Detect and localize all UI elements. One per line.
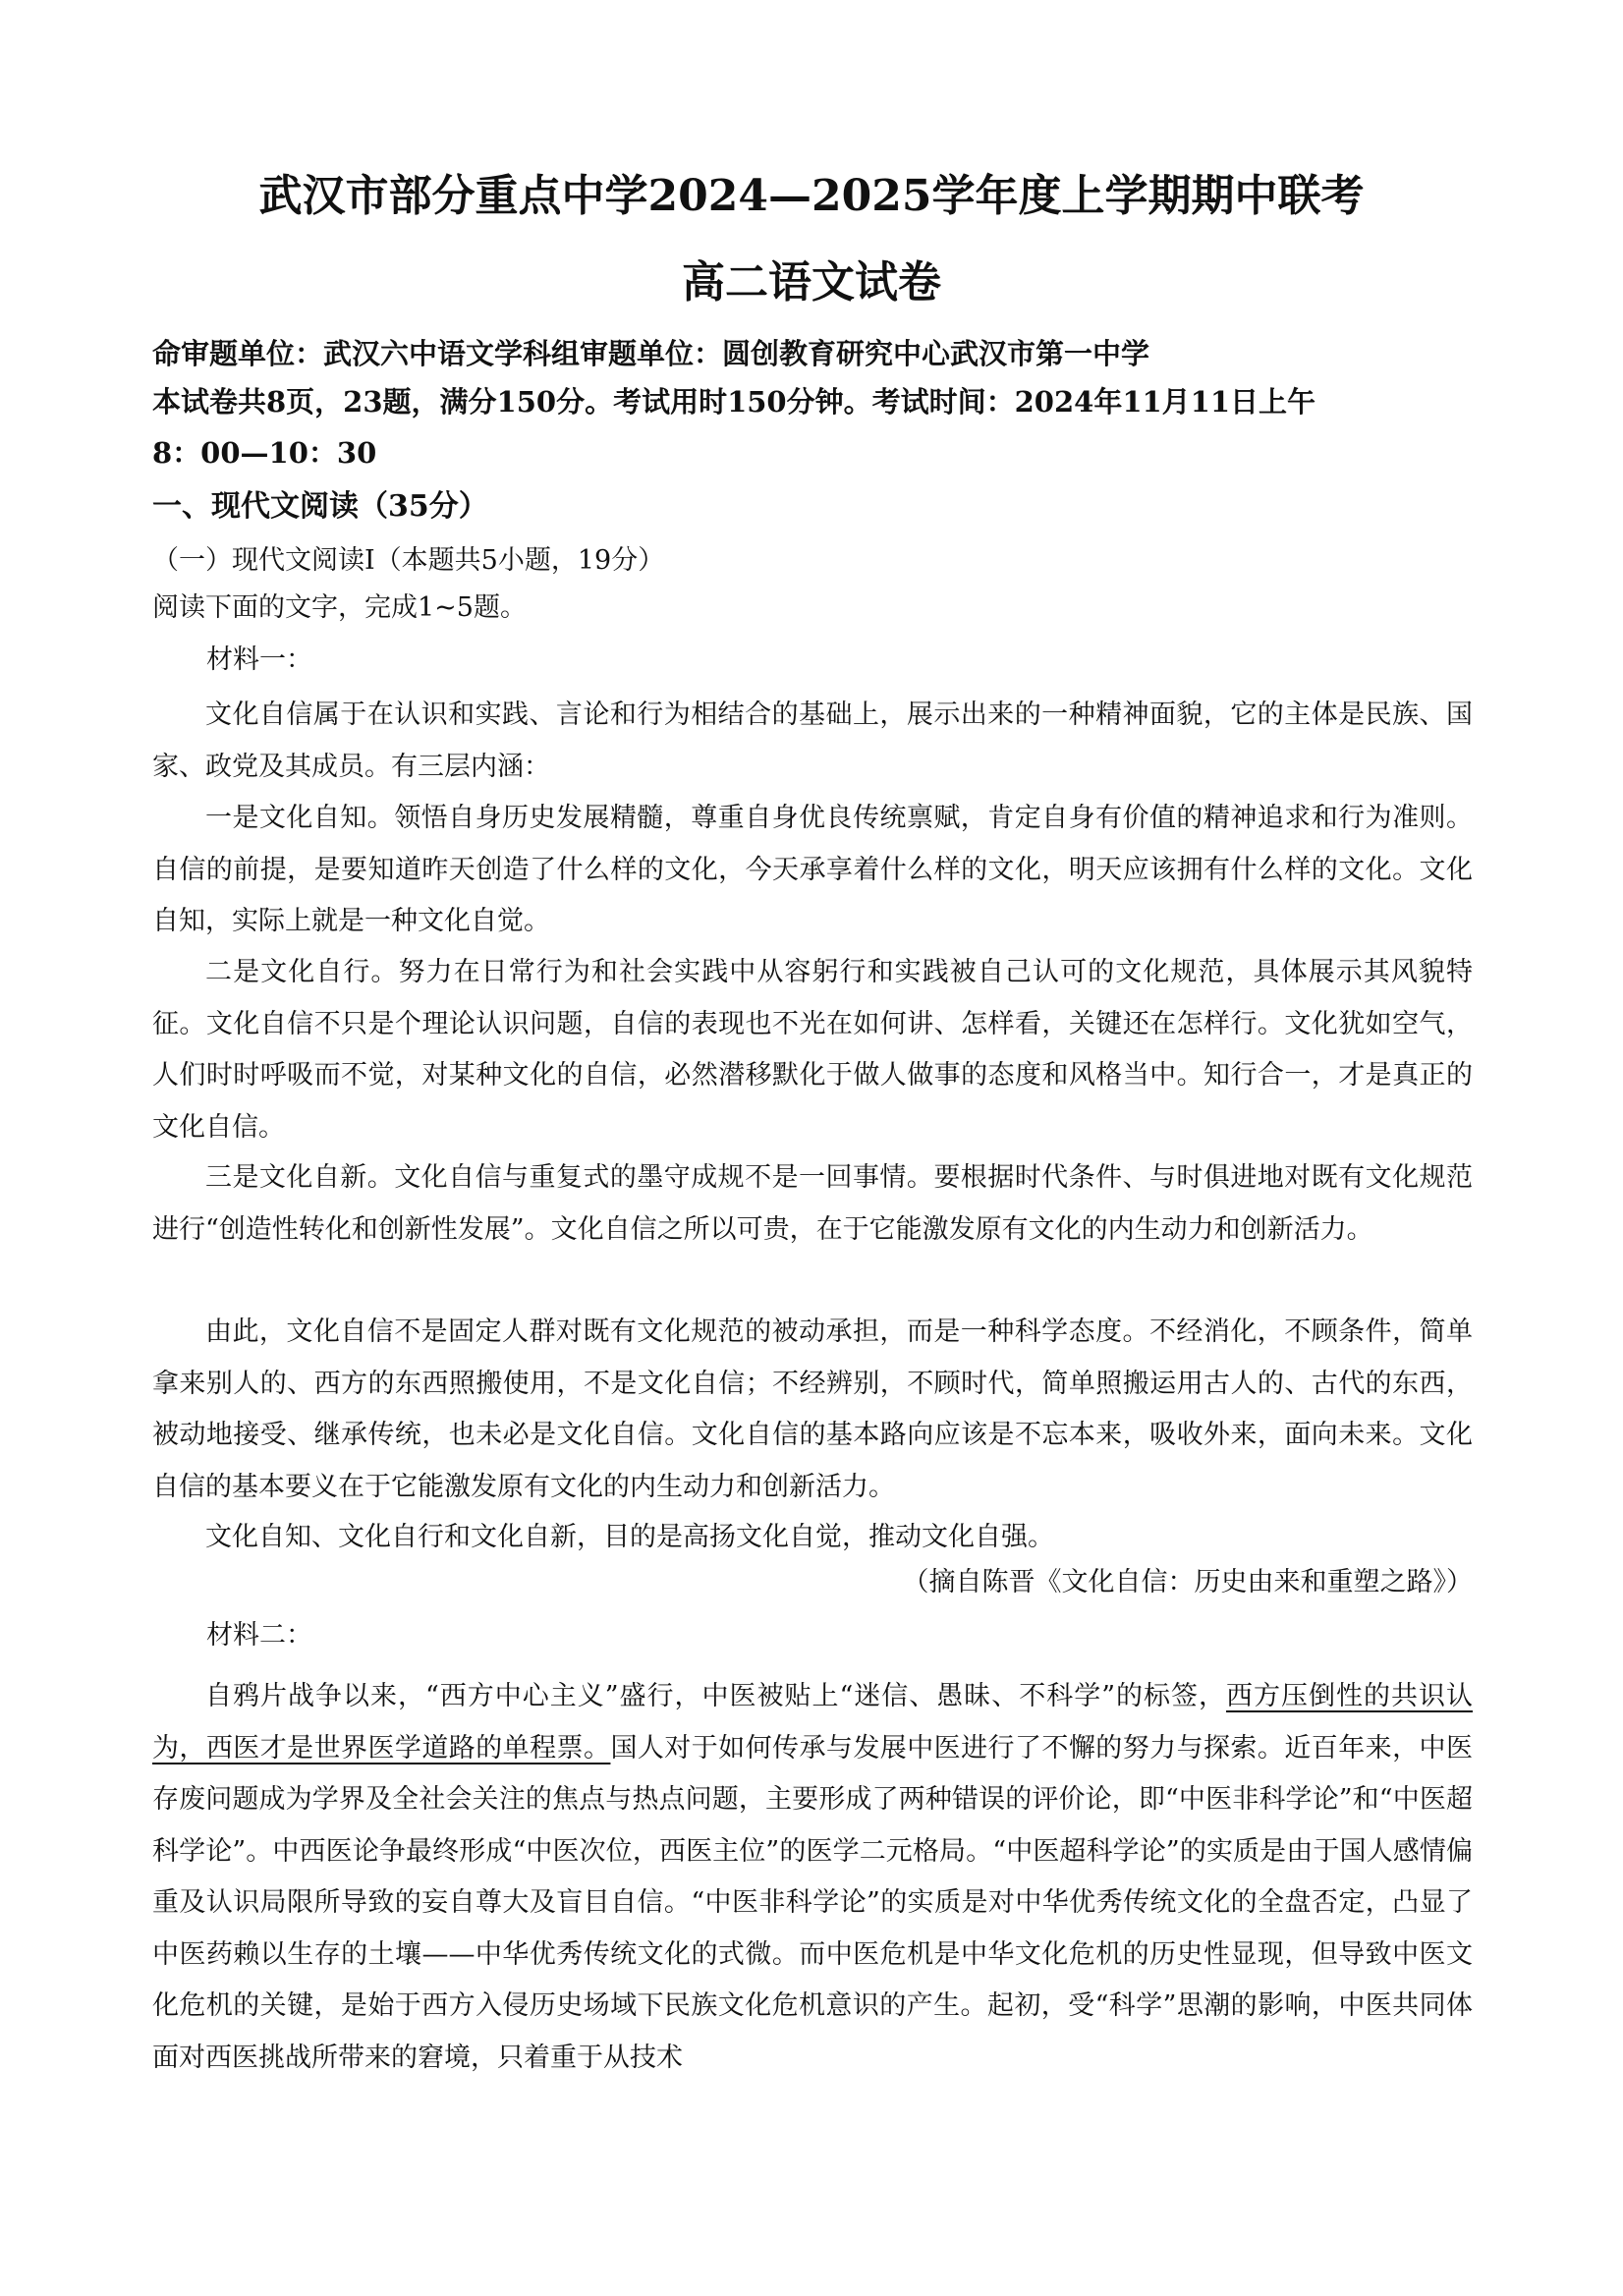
material-two-paragraph bbox=[152, 1671, 1473, 2084]
material-one-paragraph-1: 文化自信属于在认识和实践、言论和行为相结合的基础上，展示出来的一种精神面貌，它的主体是民族、国家、政党及其成员。有三层内涵： bbox=[152, 700, 1473, 782]
exam-info-line: 本试卷共8页，23题，满分150分。考试用时150分钟。考试时间：2024年11月11日上午 bbox=[152, 385, 1316, 419]
material-one-paragraph-2: 一是文化自知。领悟自身历史发展精髓，尊重自身优良传统禀赋，肯定自身有价值的精神追求和行为准则。自信的前提，是要知道昨天创造了什么样的文化，今天承享着什么样的文化，明天应该拥有什么样的文化。文化自知，实际上就是一种文化自觉。 bbox=[152, 803, 1473, 936]
material-one-paragraph-3: 二是文化自行。努力在日常行为和社会实践中从容躬行和实践被自己认可的文化规范，具体展示其风貌特征。文化自信不只是个理论认识问题，自信的表现也不光在如何讲、怎样看，关键还在怎样行。文化犹如空气，人们时时呼吸而不觉，对某种文化的自信，必然潜移默化于做人做事的态度和风格当中。知行合一，才是真正的文化自信。 bbox=[152, 957, 1473, 1143]
material-two-text-start: 自鸦片战争以来，“西方中心主义”盛行，中医被贴上“迷信、愚昧、不科学”的标签， bbox=[205, 1681, 1227, 1711]
exam-time-line: 8：00—10：30 bbox=[152, 436, 377, 470]
material-one-paragraph-5: 由此，文化自信不是固定人群对既有文化规范的被动承担，而是一种科学态度。不经消化，不顾条件，简单拿来别人的、西方的东西照搬使用，不是文化自信；不经辨别，不顾时代，简单照搬运用古人的、古代的东西，被动地接受、继承传统，也未必是文化自信。文化自信的基本路向应该是不忘本来，吸收外来，面向未来。文化自信的基本要义在于它能激发原有文化的内生动力和创新活力。 bbox=[152, 1316, 1473, 1502]
material-one-source: （摘自陈晋《文化自信：历史由来和重塑之路》） bbox=[902, 1567, 1473, 1597]
material-two-text-rest: 国人对于如何传承与发展中医进行了不懈的努力与探索。近百年来，中医存废问题成为学界及全社会关注的焦点与热点问题，主要形成了两种错误的评价论，即“中医非科学论”和“中医超科学论”。中西医论争最终形成“中医次位，西医主位”的医学二元格局。“中医超科学论”的实质是由于国人感情偏重及认识局限所导致的妄自尊大及盲目自信。“中医非科学论”的实质是对中华优秀传统文化的全盘否定，凸显了中医药赖以生存的土壤——中华优秀传统文化的式微。而中医危机是中华文化危机的历史性显现，但导致中医文化危机的关键，是始于西方入侵历史场域下民族文化危机意识的产生。起初，受“科学”思潮的影响，中医共同体面对西医挑战所带来的窘境，只着重于从技术 bbox=[152, 1732, 1473, 2073]
exam-subtitle: 高二语文试卷 bbox=[682, 257, 941, 308]
section-heading: 一、现代文阅读（35分） bbox=[152, 489, 488, 524]
material-one-paragraph-6: 文化自知、文化自行和文化自新，目的是高扬文化自觉，推动文化自强。 bbox=[205, 1522, 1054, 1552]
exam-units-line: 命审题单位：武汉六中语文学科组审题单位：圆创教育研究中心武汉市第一中学 bbox=[152, 337, 1150, 370]
subsection-heading: （一）现代文阅读Ⅰ（本题共5小题，19分） bbox=[152, 545, 665, 576]
exam-title: 武汉市部分重点中学2024—2025学年度上学期期中联考 bbox=[258, 171, 1365, 221]
material-two-label: 材料二： bbox=[206, 1620, 312, 1651]
material-one-label: 材料一： bbox=[206, 644, 312, 675]
material-one-paragraph-4: 三是文化自新。文化自信与重复式的墨守成规不是一回事情。要根据时代条件、与时俱进地对既有文化规范进行“创造性转化和创新性发展”。文化自信之所以可贵，在于它能激发原有文化的内生动力和创新活力。 bbox=[152, 1162, 1473, 1245]
reading-instruction: 阅读下面的文字，完成1~5题。 bbox=[152, 592, 527, 623]
underlined-sentence: 西方压倒性的共识认为，西医才是世界医学道路的单程票。 bbox=[152, 1681, 1473, 1764]
